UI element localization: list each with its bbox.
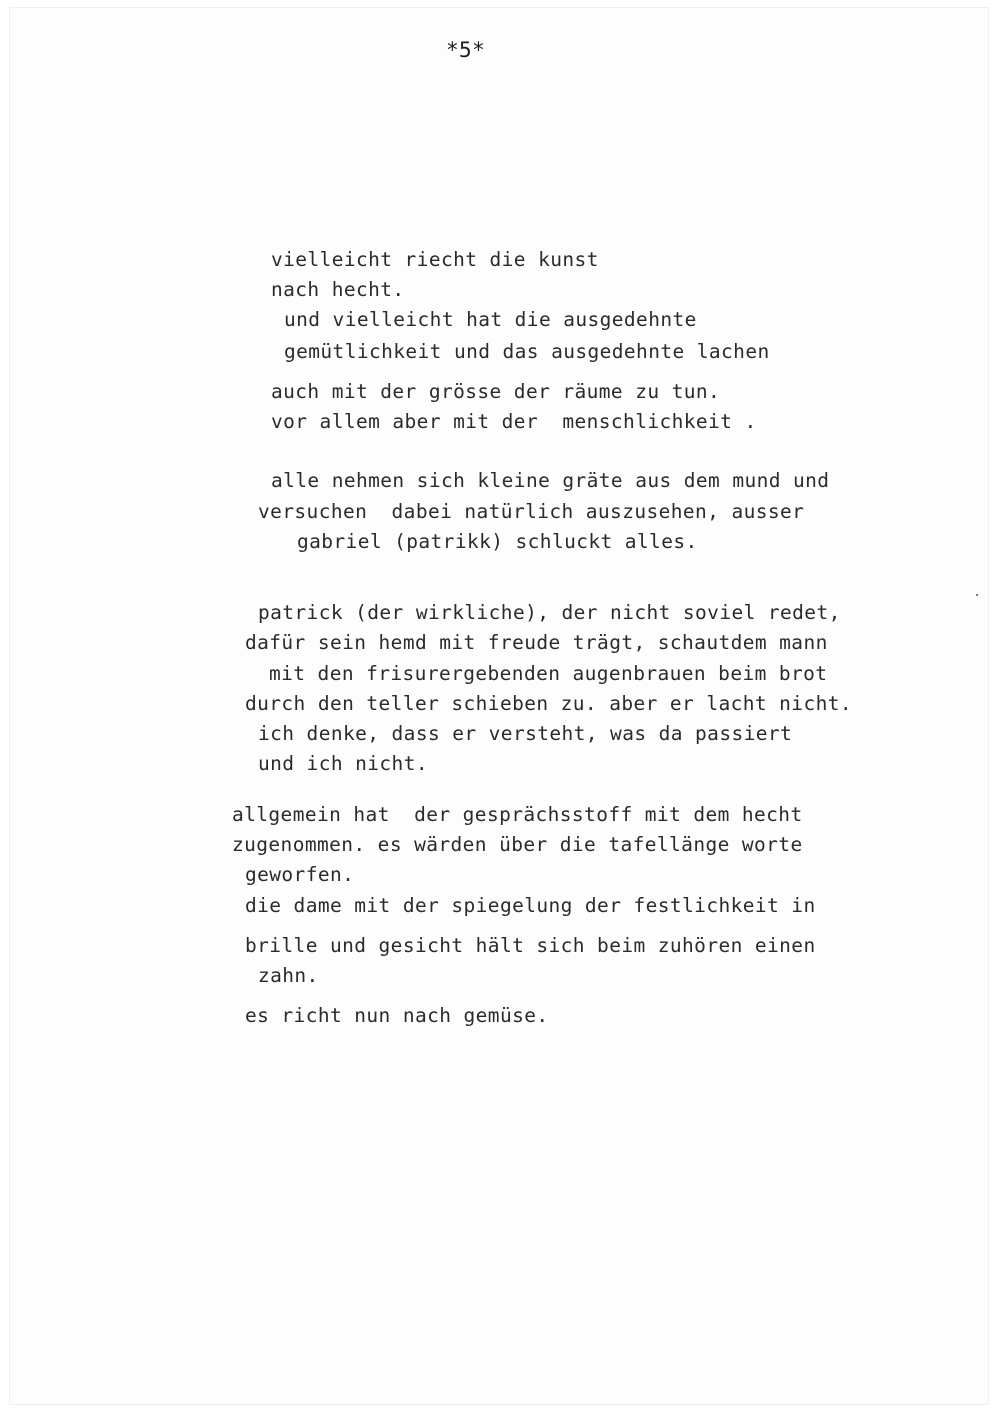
text-line: alle nehmen sich kleine gräte aus dem mund und xyxy=(271,469,830,492)
text-line: patrick (der wirkliche), der nicht soviel redet, xyxy=(258,601,841,624)
text-line: und vielleicht hat die ausgedehnte xyxy=(284,308,697,331)
text-line: durch den teller schieben zu. aber er lacht nicht. xyxy=(245,692,852,715)
paper-speck xyxy=(976,594,978,596)
text-line: dafür sein hemd mit freude trägt, schautdem mann xyxy=(245,631,828,654)
text-line: brille und gesicht hält sich beim zuhören einen xyxy=(245,934,816,957)
text-line: die dame mit der spiegelung der festlichkeit in xyxy=(245,894,816,917)
text-line: nach hecht. xyxy=(271,278,405,301)
text-line: es richt nun nach gemüse. xyxy=(245,1004,549,1027)
text-line: gemütlichkeit und das ausgedehnte lachen xyxy=(284,340,770,363)
text-line: und ich nicht. xyxy=(258,752,428,775)
text-line: auch mit der grösse der räume zu tun. xyxy=(271,380,721,403)
text-line: mit den frisurergebenden augenbrauen beim brot xyxy=(269,662,828,685)
text-line: vor allem aber mit der menschlichkeit . xyxy=(271,410,757,433)
text-line: zugenommen. es wärden über die tafellänge worte xyxy=(232,833,803,856)
page-number: *5* xyxy=(446,38,486,62)
text-line: vielleicht riecht die kunst xyxy=(271,248,599,271)
text-line: ich denke, dass er versteht, was da passiert xyxy=(258,722,793,745)
text-line: allgemein hat der gesprächsstoff mit dem hecht xyxy=(232,803,803,826)
text-line: zahn. xyxy=(258,964,319,987)
text-line: versuchen dabei natürlich auszusehen, ausser xyxy=(258,500,805,523)
text-line: gabriel (patrikk) schluckt alles. xyxy=(297,530,698,553)
typewritten-page xyxy=(10,8,988,1404)
text-line: geworfen. xyxy=(245,863,355,886)
